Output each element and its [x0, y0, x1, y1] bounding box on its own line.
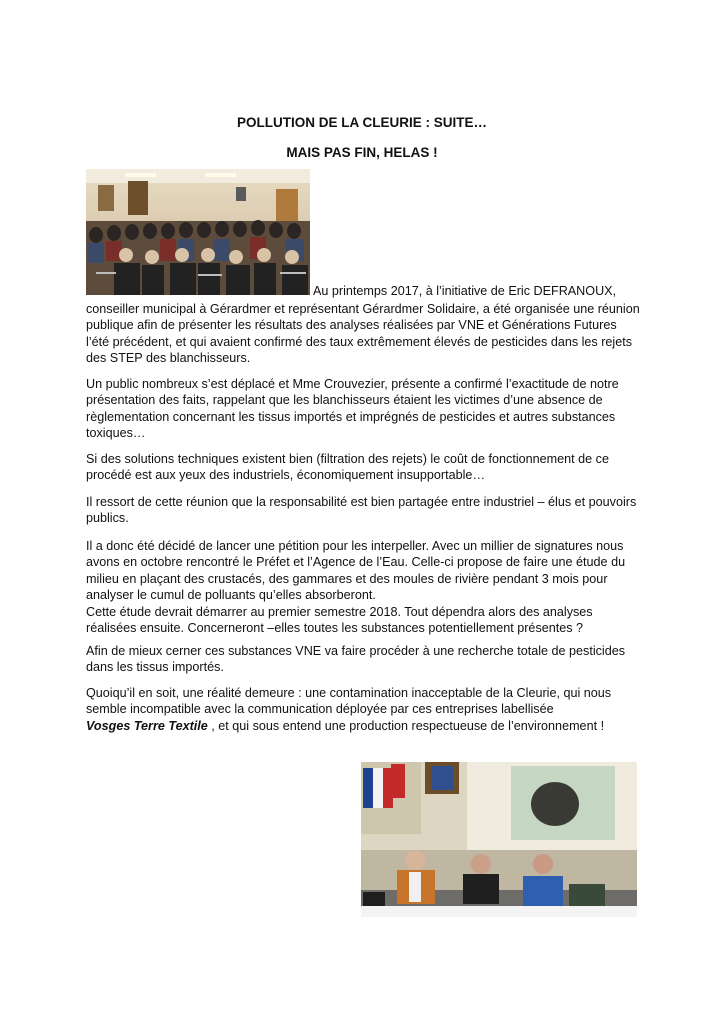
paragraph-1-text: conseiller municipal à Gérardmer et représentant Gérardmer Solidaire, a été organisée une réunion publique afin de présenter les résultats des analyses réalisées par VNE et Générations Futures l’été précédent, et qui avaient confirmé des taux extrêmement élevés de pesticides dans les rejets des STEP des blanchisseurs. — [86, 302, 640, 366]
paragraph-6: Afin de mieux cerner ces substances VNE va faire procéder à une recherche totale de pesticides dans les tissus importés. — [86, 644, 626, 675]
paragraph-2: Un public nombreux s’est déplacé et Mme Crouvezier, présente a confirmé l’exactitude de notre présentation des faits, rappelant que les blanchisseurs étaient les victimes d’une absence de règlementation concernant les tissus importés et imprégnés de pesticides et autres substances toxiques… — [86, 377, 619, 441]
paragraph-3: Si des solutions techniques existent bien (filtration des rejets) le coût de fonctionnement de ce procédé est aux yeux des industriels, économiquement insupportable… — [86, 452, 609, 483]
paragraph-4: Il ressort de cette réunion que la responsabilité est bien partagée entre industriel – élus et pouvoirs publics. — [86, 495, 637, 526]
speakers-photo — [361, 762, 637, 917]
page-title: POLLUTION DE LA CLEURIE : SUITE… — [236, 115, 487, 130]
label-name: Vosges Terre Textile — [86, 718, 208, 733]
audience-photo — [86, 169, 310, 295]
paragraph-5b: Cette étude devrait démarrer au premier semestre 2018. Tout dépendra alors des analyses réalisées ensuite. Concerneront –elles toutes les substances potentiellement présentes ? — [86, 604, 593, 636]
paragraph-1 — [86, 301, 642, 367]
paragraph-7-after: , et qui sous entend une production respectueuse de l’environnement ! — [211, 718, 605, 733]
page-subtitle: MAIS PAS FIN, HELAS ! — [286, 145, 438, 160]
paragraph-5 — [86, 538, 642, 636]
paragraph-7 — [86, 685, 642, 734]
paragraph-5a: Il a donc été décidé de lancer une pétition pour les interpeller. Avec un millier de signatures nous avons en octobre rencontré le Préfet et l’Agence de l’Eau. Celle-ci propose de faire une étude du milieu en plaçant des crustacés, des gammares et des moules de rivière pendant 3 mois pour analyser le cumul de polluants qu’elles absorberont. — [86, 539, 626, 603]
paragraph-7-before: Quoiqu’il en soit, une réalité demeure : une contamination inacceptable de la Cleurie, qui nous semble incompatible avec la communication déployée par ces entreprises labellisée — [86, 686, 612, 717]
paragraph-1-first-line: Au printemps 2017, à l’initiative de Eric DEFRANOUX, — [313, 284, 617, 298]
